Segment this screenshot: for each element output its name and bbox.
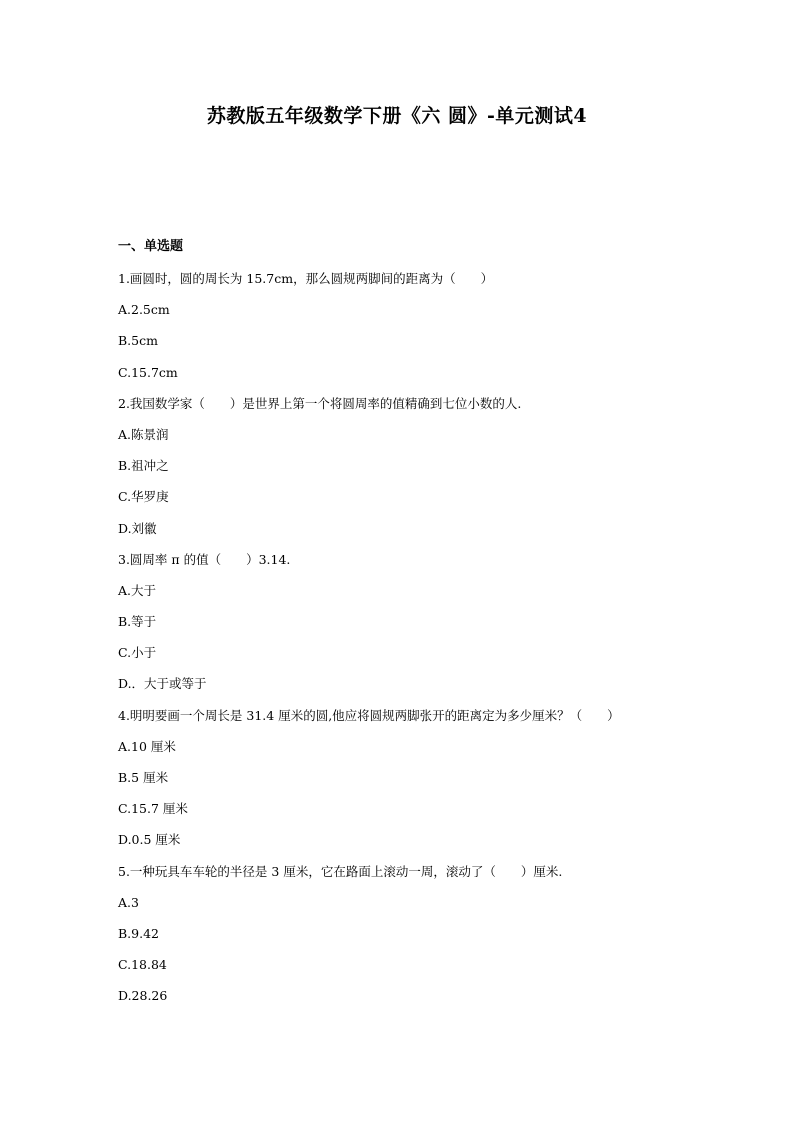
option-b: B.9.42 <box>118 925 159 941</box>
option-b: B.祖冲之 <box>118 458 169 474</box>
question-stem: 2.我国数学家（ ）是世界上第一个将圆周率的值精确到七位小数的人. <box>118 395 522 411</box>
section-header: 一、单选题 <box>118 239 184 254</box>
option-a: A.陈景润 <box>118 426 169 442</box>
option-d: D.刘徽 <box>118 520 157 536</box>
option-b: B.等于 <box>118 614 157 630</box>
option-c: C.华罗庚 <box>118 489 169 505</box>
option-a: A.2.5cm <box>118 302 170 318</box>
option-a: A.大于 <box>118 582 157 598</box>
question-stem: 4.明明要画一个周长是 31.4 厘米的圆,他应将圆规两脚张开的距离定为多少厘米？（ ） <box>118 707 620 723</box>
question-stem: 5.一种玩具车车轮的半径是 3 厘米，它在路面上滚动一周，滚动了（ ）厘米. <box>118 863 563 879</box>
question-4 <box>118 707 718 863</box>
option-a: A.10 厘米 <box>118 738 176 754</box>
option-d: D.28.26 <box>118 988 168 1004</box>
option-c: C.15.7 厘米 <box>118 801 188 817</box>
question-1 <box>118 270 718 395</box>
option-c: C.15.7cm <box>118 364 178 380</box>
option-a: A.3 <box>118 894 139 910</box>
question-stem: 1.画圆时，圆的周长为 15.7cm，那么圆规两脚间的距离为（ ） <box>118 271 494 286</box>
option-c: C.小于 <box>118 645 157 661</box>
question-2 <box>118 395 718 551</box>
question-3 <box>118 551 718 707</box>
option-b: B.5 厘米 <box>118 770 169 785</box>
option-b: B.5cm <box>118 333 158 349</box>
document-title: 苏教版五年级数学下册《六 圆》-单元测试4 <box>206 105 588 127</box>
option-d: D.．大于或等于 <box>118 676 207 692</box>
option-d: D.0.5 厘米 <box>118 832 181 848</box>
question-list <box>118 270 718 1019</box>
question-5 <box>118 863 718 1019</box>
option-c: C.18.84 <box>118 957 167 973</box>
question-stem: 3.圆周率 π 的值（ ）3.14. <box>118 551 291 567</box>
